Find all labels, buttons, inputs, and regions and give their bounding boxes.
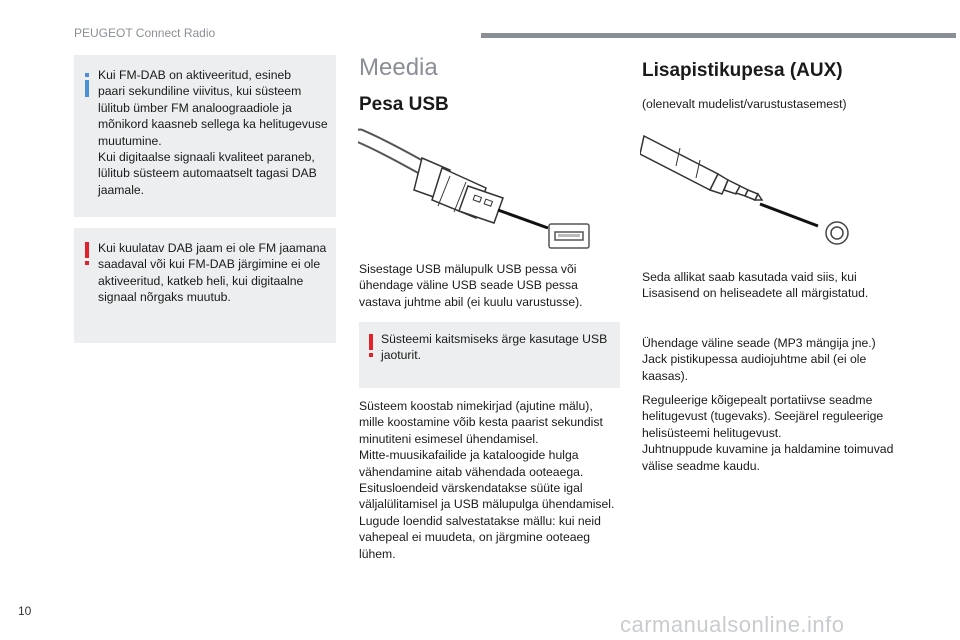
usb-plug-illustration [358, 128, 608, 253]
watermark-text: carmanualsonline.info [620, 612, 845, 637]
usb-warning-note-box [359, 322, 620, 388]
usb-paragraph-1: Sisestage USB mälupulk USB pessa või ühendage väline USB seade USB pessa vastava juhtme abil (ei kuulu varustusse). [359, 262, 583, 309]
aux-paragraph-3: Reguleerige kõigepealt portatiivse seadme helitugevust (tugevaks). Seejärel reguleerige helisüsteemi helitugevust. Juhtnuppude kuvamine ja haldamine toimuvad välise seadme kaudu. [642, 393, 894, 473]
aux-subtitle: (olenevalt mudelist/varustustasemest) [642, 97, 847, 111]
warning-note-text: Kui kuulatav DAB jaam ei ole FM jaamana saadaval või kui FM-DAB järgimine ei ole aktiveeritud, katkeb heli, kui digitaalne signaal nõrgaks muutub. [98, 241, 327, 305]
warning-icon [369, 334, 373, 350]
document-header-title: PEUGEOT Connect Radio [74, 26, 216, 40]
heading-aux: Lisapistikupesa (AUX) [642, 60, 843, 81]
usb-paragraph-2: Süsteem koostab nimekirjad (ajutine mälu), mille koostamine võib kesta paarist sekundist minutiteni esimesel ühendamisel. Mitte-muusikafailide ja kataloogide hulga vähendamine aitab vähendada ooteaega. Esitusloendeid värskendatakse süüte igal väljalülitamisel ja USB mälupulga ühendamisel. Lugude loendid salvestatakse mällu: kui neid vahepeal ei muudeta, on järgmine ooteaeg lühem. [359, 399, 615, 561]
warning-note-box [74, 228, 336, 343]
page-number: 10 [18, 604, 32, 618]
aux-paragraph-2: Ühendage väline seade (MP3 mängija jne.) Jack pistikupessa audiojuhtme abil (ei ole kaasas). [642, 336, 876, 383]
info-note-text: Kui FM-DAB on aktiveeritud, esineb paari sekundiline viivitus, kui süsteem lülitub ümber FM analoograadiole ja mõnikord kaasneb sellega ka helitugevuse muutumine. Kui digitaalse signaali kvaliteet paraneb, lülitub süsteem automaatselt tagasi DAB jaamale. [98, 68, 328, 197]
usb-warning-text: Süsteemi kaitsmiseks ärge kasutage USB jaoturit. [381, 332, 608, 363]
header-rule [481, 33, 956, 38]
subheading-usb: Pesa USB [359, 94, 449, 115]
aux-jack-illustration [640, 126, 860, 251]
info-note-box [74, 55, 336, 217]
aux-paragraph-1: Seda allikat saab kasutada vaid siis, kui Lisasisend on heliseadete all märgistatud. [642, 270, 869, 301]
info-icon [85, 80, 89, 97]
warning-icon [85, 242, 89, 258]
section-heading-media: Meedia [359, 54, 438, 81]
